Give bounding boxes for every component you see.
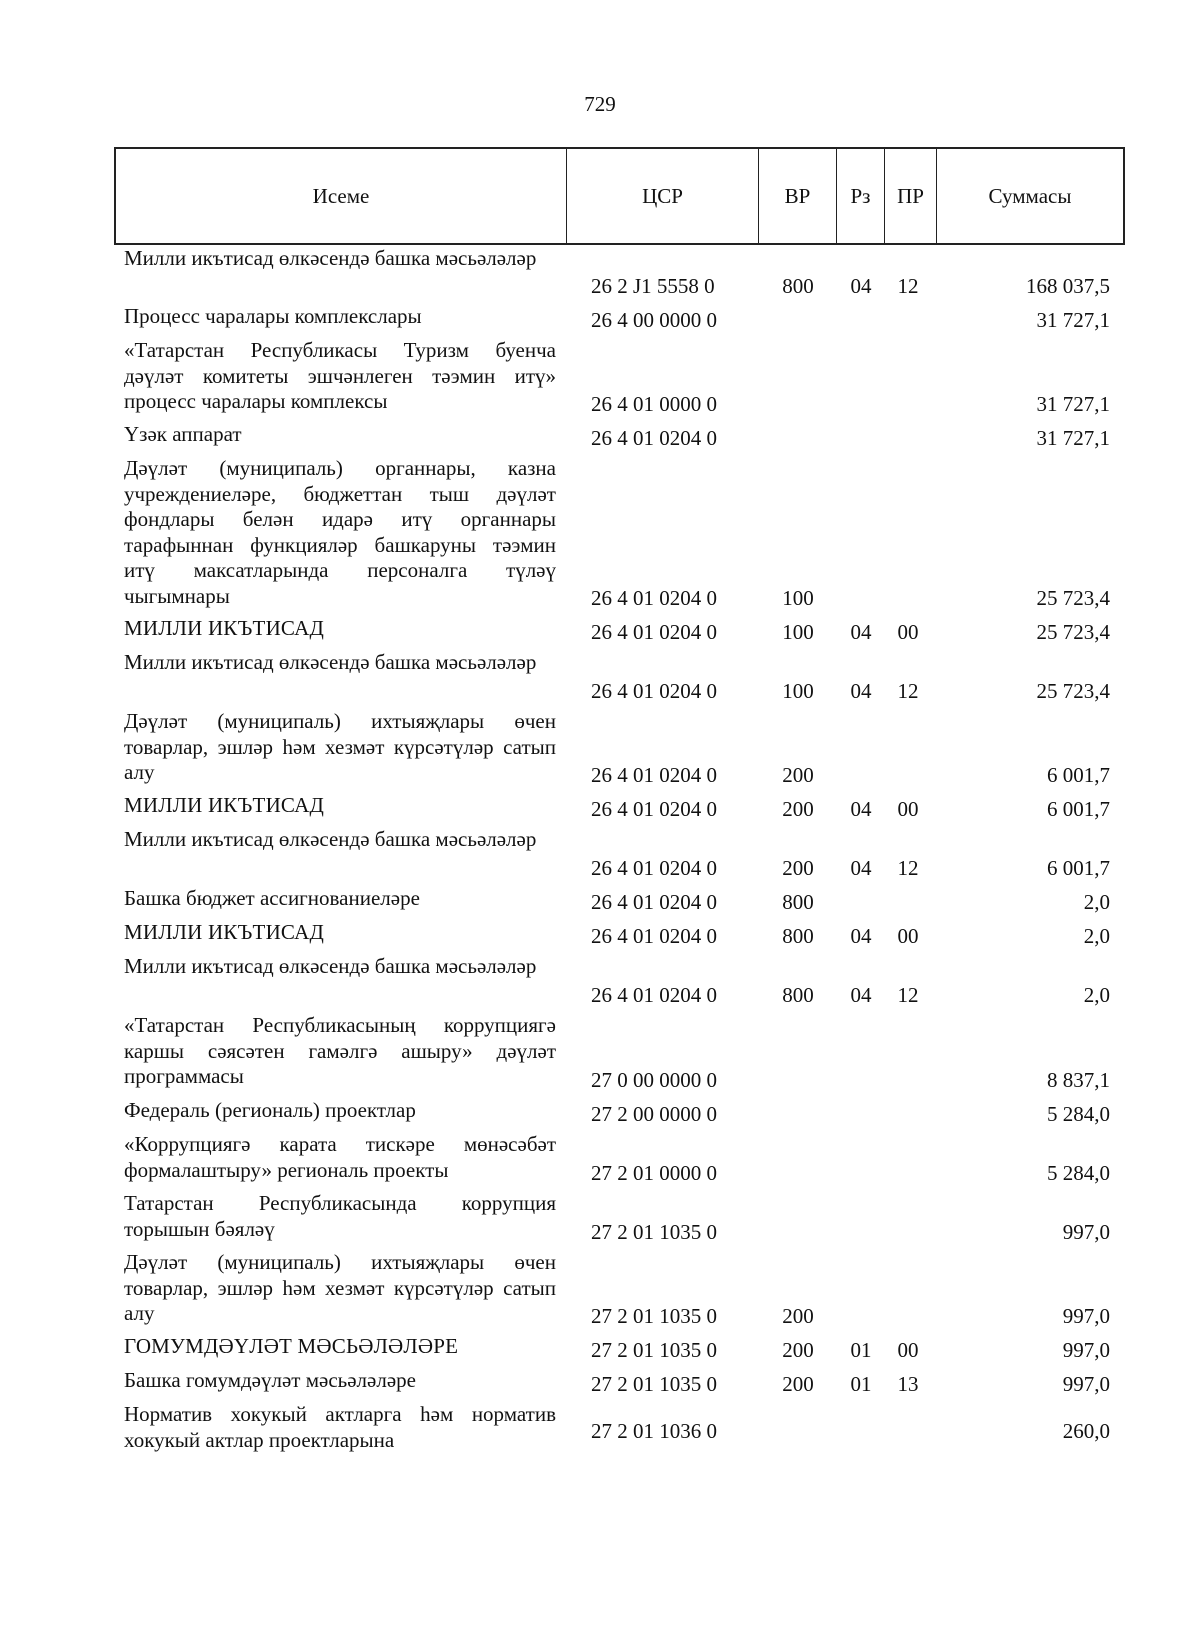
table-row: [0, 615, 1200, 649]
row-name: Дәүләт (муниципаль) ихтыяҗлары өчен товарлар, эшләр һәм хезмәт күрсәтүләр сатып алу: [124, 1250, 556, 1325]
row-pr: 00: [897, 1337, 919, 1362]
row-sum: 997,0: [1062, 1303, 1110, 1328]
row-csr: 27 2 00 0000 0: [591, 1101, 717, 1126]
row-name: «Коррупциягә карата тискәре мөнәсәбәт формалаштыру» региональ проекты: [124, 1132, 556, 1182]
row-sum: 2,0: [1083, 889, 1110, 914]
table-row: [0, 337, 1200, 421]
row-sum: 31 727,1: [1036, 391, 1110, 416]
table-row: [0, 245, 1200, 303]
row-sum: 997,0: [1062, 1337, 1110, 1362]
row-sum: 31 727,1: [1036, 307, 1110, 332]
row-name: Процесс чаралары комплекслары: [124, 304, 422, 328]
row-name: Үзәк аппарат: [124, 422, 242, 446]
row-vr: 800: [782, 889, 814, 914]
row-name: Башка бюджет ассигнованиеләре: [124, 886, 420, 910]
row-vr: 200: [782, 1303, 814, 1328]
row-csr: 27 2 01 1036 0: [591, 1419, 717, 1443]
row-rz: 01: [850, 1371, 872, 1396]
row-csr: 26 4 01 0204 0: [591, 796, 717, 821]
table-row: [0, 1190, 1200, 1249]
row-csr: 26 4 01 0204 0: [591, 678, 717, 703]
table-row: [0, 708, 1200, 792]
row-vr: 200: [782, 1371, 814, 1396]
row-sum: 6 001,7: [1047, 855, 1110, 880]
row-sum: 5 284,0: [1047, 1101, 1110, 1126]
row-csr: 26 4 01 0204 0: [591, 923, 717, 948]
row-vr: 100: [782, 678, 814, 703]
row-sum: 31 727,1: [1036, 425, 1110, 450]
page-number: 729: [584, 92, 616, 116]
row-sum: 6 001,7: [1047, 762, 1110, 787]
row-rz: 04: [850, 855, 872, 880]
row-csr: 26 4 01 0204 0: [591, 762, 717, 787]
table-row: [0, 1333, 1200, 1367]
row-name: МИЛЛИ ИКЪТИСАД: [124, 793, 324, 817]
table-row: [0, 421, 1200, 455]
table-row: [0, 792, 1200, 826]
row-vr: 800: [782, 982, 814, 1007]
row-csr: 27 2 01 1035 0: [591, 1303, 717, 1328]
row-csr: 26 4 01 0204 0: [591, 982, 717, 1007]
row-csr: 27 2 01 1035 0: [591, 1337, 717, 1362]
row-pr: 12: [897, 855, 919, 880]
row-rz: 04: [850, 273, 872, 298]
row-rz: 01: [850, 1337, 872, 1362]
row-vr: 200: [782, 762, 814, 787]
row-sum: 168 037,5: [1026, 273, 1110, 298]
row-name: Милли икътисад өлкәсендә башка мәсьәләләр: [124, 246, 537, 270]
header-sum: Суммасы: [988, 183, 1072, 208]
row-csr: 26 4 01 0204 0: [591, 585, 717, 610]
row-sum: 8 837,1: [1047, 1067, 1110, 1092]
row-pr: 00: [897, 796, 919, 821]
row-pr: 00: [897, 923, 919, 948]
row-vr: 200: [782, 796, 814, 821]
table-row: [0, 303, 1200, 337]
row-rz: 04: [850, 678, 872, 703]
row-sum: 25 723,4: [1036, 585, 1110, 610]
row-rz: 04: [850, 923, 872, 948]
row-vr: 800: [782, 273, 814, 298]
row-csr: 26 4 01 0204 0: [591, 425, 717, 450]
row-sum: 997,0: [1062, 1371, 1110, 1396]
table-row: [0, 953, 1200, 1012]
table-header: [114, 147, 1125, 245]
row-csr: 26 4 01 0000 0: [591, 391, 717, 416]
row-pr: 12: [897, 273, 919, 298]
row-csr: 26 4 01 0204 0: [591, 619, 717, 644]
row-name: МИЛЛИ ИКЪТИСАД: [124, 616, 324, 640]
table-row: [0, 1012, 1200, 1097]
header-pr: ПР: [885, 149, 937, 243]
row-name: Федераль (региональ) проектлар: [124, 1098, 416, 1122]
row-sum: 25 723,4: [1036, 678, 1110, 703]
row-pr: 12: [897, 982, 919, 1007]
row-csr: 27 2 01 1035 0: [591, 1219, 717, 1244]
table-row: [0, 885, 1200, 919]
header-vr: ВР: [759, 149, 837, 243]
table-row: [0, 455, 1200, 615]
table-row: [0, 1401, 1200, 1461]
row-name: ГОМУМДӘҮЛӘТ МӘСЬӘЛӘЛӘРЕ: [124, 1334, 459, 1358]
row-rz: 04: [850, 982, 872, 1007]
row-vr: 200: [782, 855, 814, 880]
row-name: Дәүләт (муниципаль) органнары, казна учреждениеләре, бюджеттан тыш дәүләт фондлары белән идарә итү органнары тарафыннан функцияләр башкаруны тәэмин итү максатларында персоналга түләү чыгымнары: [124, 456, 556, 608]
row-csr: 27 0 00 0000 0: [591, 1067, 717, 1092]
row-vr: 100: [782, 585, 814, 610]
table-row: [0, 1249, 1200, 1333]
row-rz: 04: [850, 796, 872, 821]
table-row: [0, 826, 1200, 885]
row-name: Милли икътисад өлкәсендә башка мәсьәләләр: [124, 954, 537, 978]
row-vr: 800: [782, 923, 814, 948]
row-pr: 00: [897, 619, 919, 644]
table-row: [0, 649, 1200, 708]
row-sum: 6 001,7: [1047, 796, 1110, 821]
row-sum: 260,0: [1062, 1419, 1110, 1443]
row-csr: 26 4 00 0000 0: [591, 307, 717, 332]
row-csr: 26 4 01 0204 0: [591, 855, 717, 880]
header-name: Исеме: [116, 149, 567, 243]
row-name: «Татарстан Республикасы Туризм буенча дәүләт комитеты эшчәнлеген тәэмин итү» процесс чаралары комплексы: [124, 338, 556, 413]
row-csr: 27 2 01 0000 0: [591, 1160, 717, 1185]
row-name: Дәүләт (муниципаль) ихтыяҗлары өчен товарлар, эшләр һәм хезмәт күрсәтүләр сатып алу: [124, 709, 556, 784]
row-pr: 12: [897, 678, 919, 703]
row-name: Норматив хокукый актларга һәм норматив хокукый актлар проектларына: [124, 1402, 556, 1452]
row-sum: 2,0: [1083, 982, 1110, 1007]
row-sum: 997,0: [1062, 1219, 1110, 1244]
row-name: «Татарстан Республикасының коррупциягә каршы сәясәтен гамәлгә ашыру» дәүләт программасы: [124, 1013, 556, 1088]
row-sum: 25 723,4: [1036, 619, 1110, 644]
row-name: Милли икътисад өлкәсендә башка мәсьәләләр: [124, 827, 537, 851]
row-csr: 27 2 01 1035 0: [591, 1371, 717, 1396]
row-sum: 2,0: [1083, 923, 1110, 948]
row-csr: 26 4 01 0204 0: [591, 889, 717, 914]
table-row: [0, 919, 1200, 953]
row-rz: 04: [850, 619, 872, 644]
row-name: Башка гомумдәүләт мәсьәләләре: [124, 1368, 416, 1392]
table-row: [0, 1097, 1200, 1131]
row-pr: 13: [897, 1371, 919, 1396]
table-row: [0, 1367, 1200, 1401]
header-rz: Рз: [837, 149, 885, 243]
row-name: Татарстан Республикасында коррупция торышын бәяләү: [124, 1191, 556, 1241]
header-csr: ЦСР: [567, 149, 759, 243]
row-vr: 100: [782, 619, 814, 644]
row-sum: 5 284,0: [1047, 1160, 1110, 1185]
row-csr: 26 2 J1 5558 0: [591, 273, 715, 298]
table-row: [0, 1131, 1200, 1190]
row-name: МИЛЛИ ИКЪТИСАД: [124, 920, 324, 944]
row-vr: 200: [782, 1337, 814, 1362]
row-name: Милли икътисад өлкәсендә башка мәсьәләләр: [124, 650, 537, 674]
